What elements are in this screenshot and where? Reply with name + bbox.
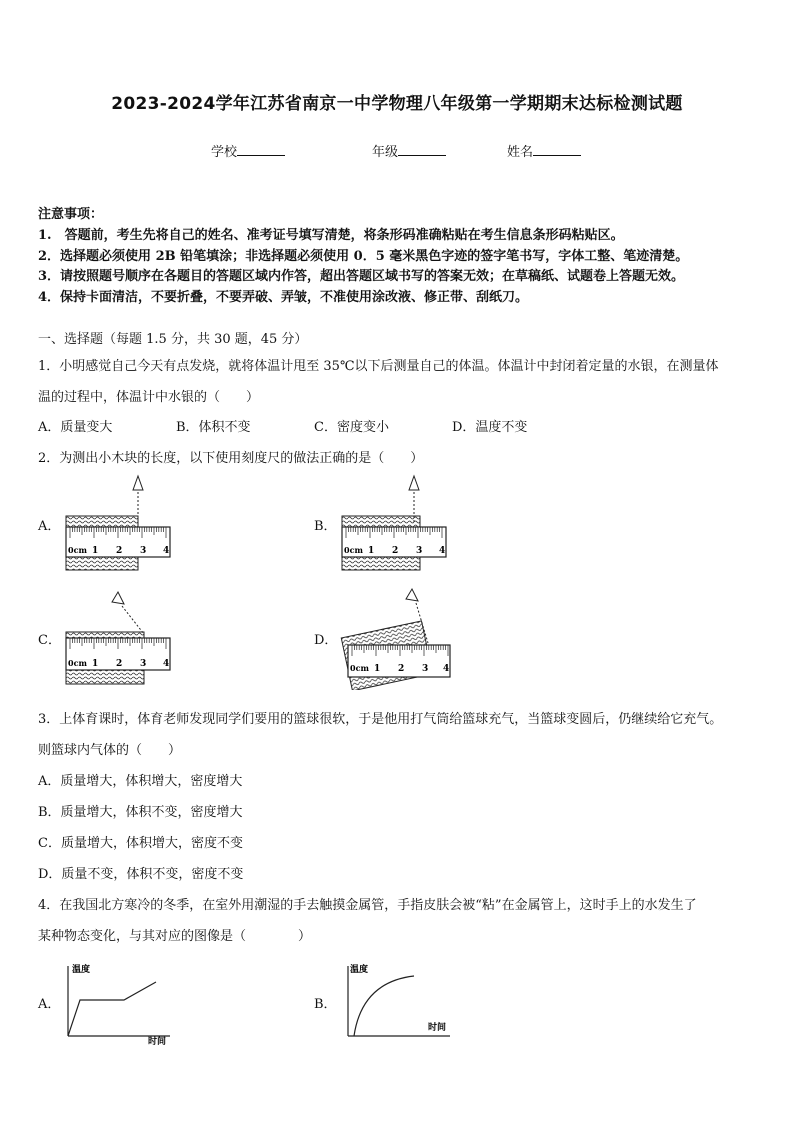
q3-option-d[interactable]: D．质量不变，体积不变，密度不变 [38,867,244,882]
q3-stem-cont: 则篮球内气体的（ ） [38,743,182,758]
ruler-label-0: 0cm [68,658,87,668]
grade-field: 年级 [372,141,446,160]
q1-option-a[interactable]: A．质量变大 [38,420,113,435]
q1-stem: 1．小明感觉自己今天有点发烧，就将体温计甩至 35℃以下后测量自己的体温。体温计中封闭着定量的水银，在测量体 [38,359,719,374]
note-item: 1. 答题前，考生先将自己的姓名、准考证号填写清楚，将条形码准确粘贴在考生信息条形码粘贴区。 [38,228,624,243]
q2-figure-d [336,585,458,690]
eye-icon [112,592,124,604]
q1-option-c[interactable]: C．密度变小 [314,420,389,435]
ruler-label-2: 2 [116,546,123,556]
x-axis-label: 时间 [148,1037,167,1045]
ruler-label-4: 4 [439,546,446,556]
q4-stem: 4．在我国北方寒冷的冬季，在室外用潮湿的手去触摸金属管，手指皮肤会被“粘”在金属管上，这时手上的水发生了 [38,898,697,913]
notes-heading: 注意事项： [38,207,104,222]
ruler-label-3: 3 [140,659,147,669]
school-blank[interactable] [237,143,285,156]
q2-label-c[interactable]: C． [38,633,61,648]
section-heading: 一、选择题（每题 1.5 分，共 30 题，45 分） [38,332,308,347]
q2-label-a[interactable]: A． [38,519,61,534]
note-item: 3．请按照题号顺序在各题目的答题区域内作答，超出答题区域书写的答案无效；在草稿纸、试题卷上答题无效。 [38,269,685,284]
ruler-label-0: 0cm [344,545,363,555]
q2-label-b[interactable]: B． [314,519,337,534]
eye-icon [133,476,143,490]
q2-label-d[interactable]: D． [314,633,338,648]
ruler-label-2: 2 [392,546,399,556]
q2-figure-c [60,588,180,688]
page-title: 2023-2024学年江苏省南京一中学物理八年级第一学期期末达标检测试题 [111,94,683,114]
ruler-label-3: 3 [140,546,147,556]
q2-stem: 2．为测出小木块的长度，以下使用刻度尺的做法正确的是（ ） [38,451,424,466]
ruler-label-0: 0cm [350,663,369,673]
ruler-label-3: 3 [416,546,423,556]
ruler-label-4: 4 [163,546,170,556]
y-axis-label: 温度 [350,965,369,975]
q3-option-b[interactable]: B．质量增大，体积不变，密度增大 [38,805,243,820]
note-item: 2．选择题必须使用 2B 铅笔填涂；非选择题必须使用 0．5 毫米黑色字迹的签字笔书写，字体工整、笔迹清楚。 [38,249,689,264]
note-item: 4．保持卡面清洁，不要折叠，不要弄破、弄皱，不准使用涂改液、修正带、刮纸刀。 [38,290,529,305]
q1-stem-cont: 温的过程中，体温计中水银的（ ） [38,390,260,405]
y-axis-label: 温度 [72,965,91,975]
q2-figure-a [60,472,180,577]
ruler-label-1: 1 [92,659,99,669]
grade-blank[interactable] [398,143,446,156]
ruler-label-1: 1 [374,664,381,674]
ruler-label-2: 2 [116,659,123,669]
q4-graph-b [340,960,460,1045]
x-axis-label: 时间 [428,1023,447,1033]
q3-option-a[interactable]: A．质量增大，体积增大，密度增大 [38,774,243,789]
q2-figure-b [336,472,456,577]
ruler-label-4: 4 [443,664,450,674]
eye-icon [406,589,418,601]
q4-label-a[interactable]: A． [38,997,61,1012]
ruler-label-1: 1 [368,546,375,556]
q3-stem: 3．上体育课时，体育老师发现同学们要用的篮球很软，于是他用打气筒给篮球充气，当篮球变圆后，仍继续给它充气。 [38,712,723,727]
ruler-label-0: 0cm [68,545,87,555]
q3-option-c[interactable]: C．质量增大，体积增大，密度不变 [38,836,243,851]
q1-option-d[interactable]: D．温度不变 [452,420,528,435]
ruler-label-4: 4 [163,659,170,669]
eye-icon [409,476,419,490]
q4-stem-cont: 某种物态变化，与其对应的图像是（ ） [38,929,312,944]
q4-graph-a [60,960,180,1045]
ruler-label-1: 1 [92,546,99,556]
q1-option-b[interactable]: B．体积不变 [176,420,251,435]
ruler-label-2: 2 [398,664,405,674]
name-blank[interactable] [533,143,581,156]
name-field: 姓名 [507,141,581,160]
q4-label-b[interactable]: B． [314,997,337,1012]
ruler-label-3: 3 [422,664,429,674]
school-field: 学校 [211,141,285,160]
